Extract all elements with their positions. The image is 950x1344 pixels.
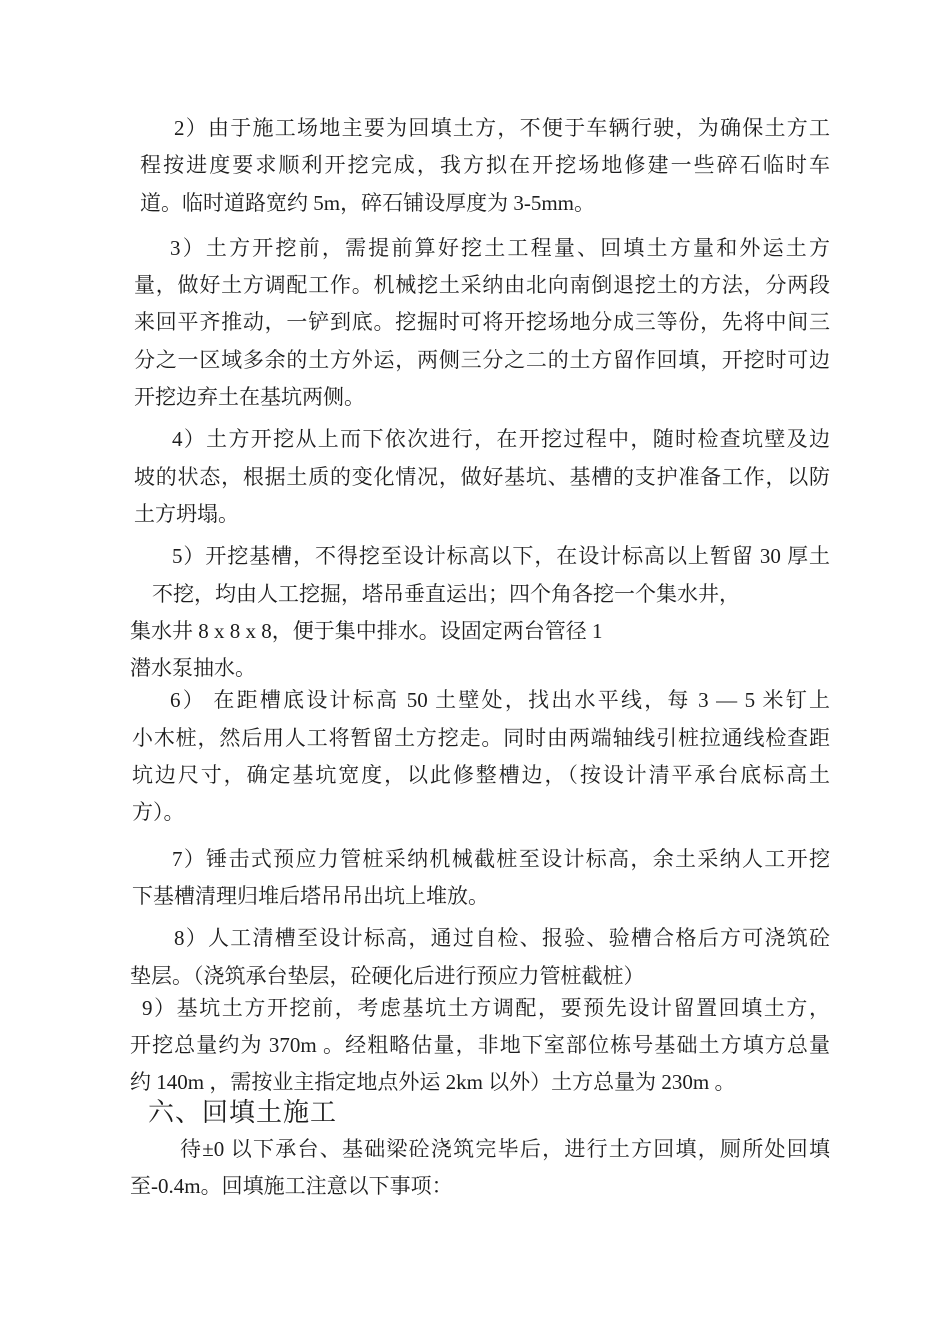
text-line: 2）由于施工场地主要为回填土方，不便于车辆行驶，为确保土方工 xyxy=(174,116,830,140)
paragraph-item-6 xyxy=(130,682,830,831)
text-line: 约 140m ，需按业主指定地点外运 2km 以外）土方总量为 230m 。 xyxy=(130,1070,736,1095)
paragraph-item-8 xyxy=(130,920,830,995)
text-line: 来回平齐推动，一铲到底。挖掘时可将开挖场地分成三等份，先将中间三 xyxy=(134,310,830,335)
text-line: 开挖边弃土在基坑两侧。 xyxy=(134,385,365,410)
text-line: 不挖，均由人工挖掘，塔吊垂直运出；四个角各挖一个集水井， xyxy=(152,581,740,606)
text-line: 垫层。（浇筑承台垫层，砼硬化后进行预应力管桩截桩） xyxy=(130,963,645,988)
text-line: 道。临时道路宽约 5m，碎石铺设厚度为 3-5mm。 xyxy=(140,190,595,215)
text-line: 8）人工清槽至设计标高，通过自检、报验、验槽合格后方可浇筑砼 xyxy=(174,926,830,951)
text-line: 程按进度要求顺利开挖完成，我方拟在开挖场地修建一些碎石临时车 xyxy=(140,153,830,178)
text-line: 下基槽清理归堆后塔吊吊出坑上堆放。 xyxy=(132,883,489,908)
text-line: 集水井 8 x 8 x 8，便于集中排水。设固定两台管径 1 xyxy=(130,618,603,643)
paragraph-item-7 xyxy=(130,841,830,916)
paragraph-item-9 xyxy=(130,990,830,1102)
text-line: 3）土方开挖前，需提前算好挖土工程量、回填土方量和外运土方 xyxy=(170,235,830,260)
text-line: 开挖总量约为 370m 。经粗略估量，非地下室部位栋号基础土方填方总量 xyxy=(130,1033,830,1058)
text-line: 4）土方开挖从上而下依次进行，在开挖过程中，随时检查坑壁及边 xyxy=(172,427,830,452)
paragraph-item-4 xyxy=(130,421,830,533)
text-line: 坑边尺寸，确定基坑宽度，以此修整槽边，（按设计清平承台底标高土 xyxy=(132,763,830,788)
text-line: 待±0 以下承台、基础梁砼浇筑完毕后，进行土方回填，厕所处回填 xyxy=(180,1137,830,1162)
text-line: 潜水泵抽水。 xyxy=(130,656,256,681)
text-line: 9）基坑土方开挖前，考虑基坑土方调配，要预先设计留置回填土方， xyxy=(142,995,830,1020)
text-line: 5）开挖基槽，不得挖至设计标高以下，在设计标高以上暂留 30 厚土 xyxy=(172,544,830,569)
paragraph-item-2 xyxy=(130,110,830,222)
paragraph-closing xyxy=(130,1131,830,1206)
text-line: 小木桩，然后用人工将暂留土方挖走。同时由两端轴线引桩拉通线检查距 xyxy=(132,725,830,750)
text-line: 至-0.4m。回填施工注意以下事项： xyxy=(130,1174,453,1199)
text-line: 7）锤击式预应力管桩采纳机械截桩至设计标高，余土采纳人工开挖 xyxy=(172,846,830,871)
paragraph-item-3 xyxy=(130,230,830,416)
paragraph-item-5 xyxy=(130,538,830,687)
text-line: 土方坍塌。 xyxy=(134,501,239,526)
text-line: 量，做好土方调配工作。机械挖土采纳由北向南倒退挖土的方法，分两段 xyxy=(134,273,830,298)
document-body xyxy=(130,110,830,1206)
text-line: 方）。 xyxy=(132,800,185,825)
text-line: 坡的状态，根据土质的变化情况，做好基坑、基槽的支护准备工作，以防 xyxy=(134,464,830,489)
text-line: 分之一区域多余的土方外运，两侧三分之二的土方留作回填，开挖时可边 xyxy=(134,347,830,372)
section-heading-text: 六、回填土施工 xyxy=(148,1097,338,1127)
text-line: 6） 在距槽底设计标高 50 土壁处，找出水平线，每 3 — 5 米钉上 xyxy=(170,688,830,713)
